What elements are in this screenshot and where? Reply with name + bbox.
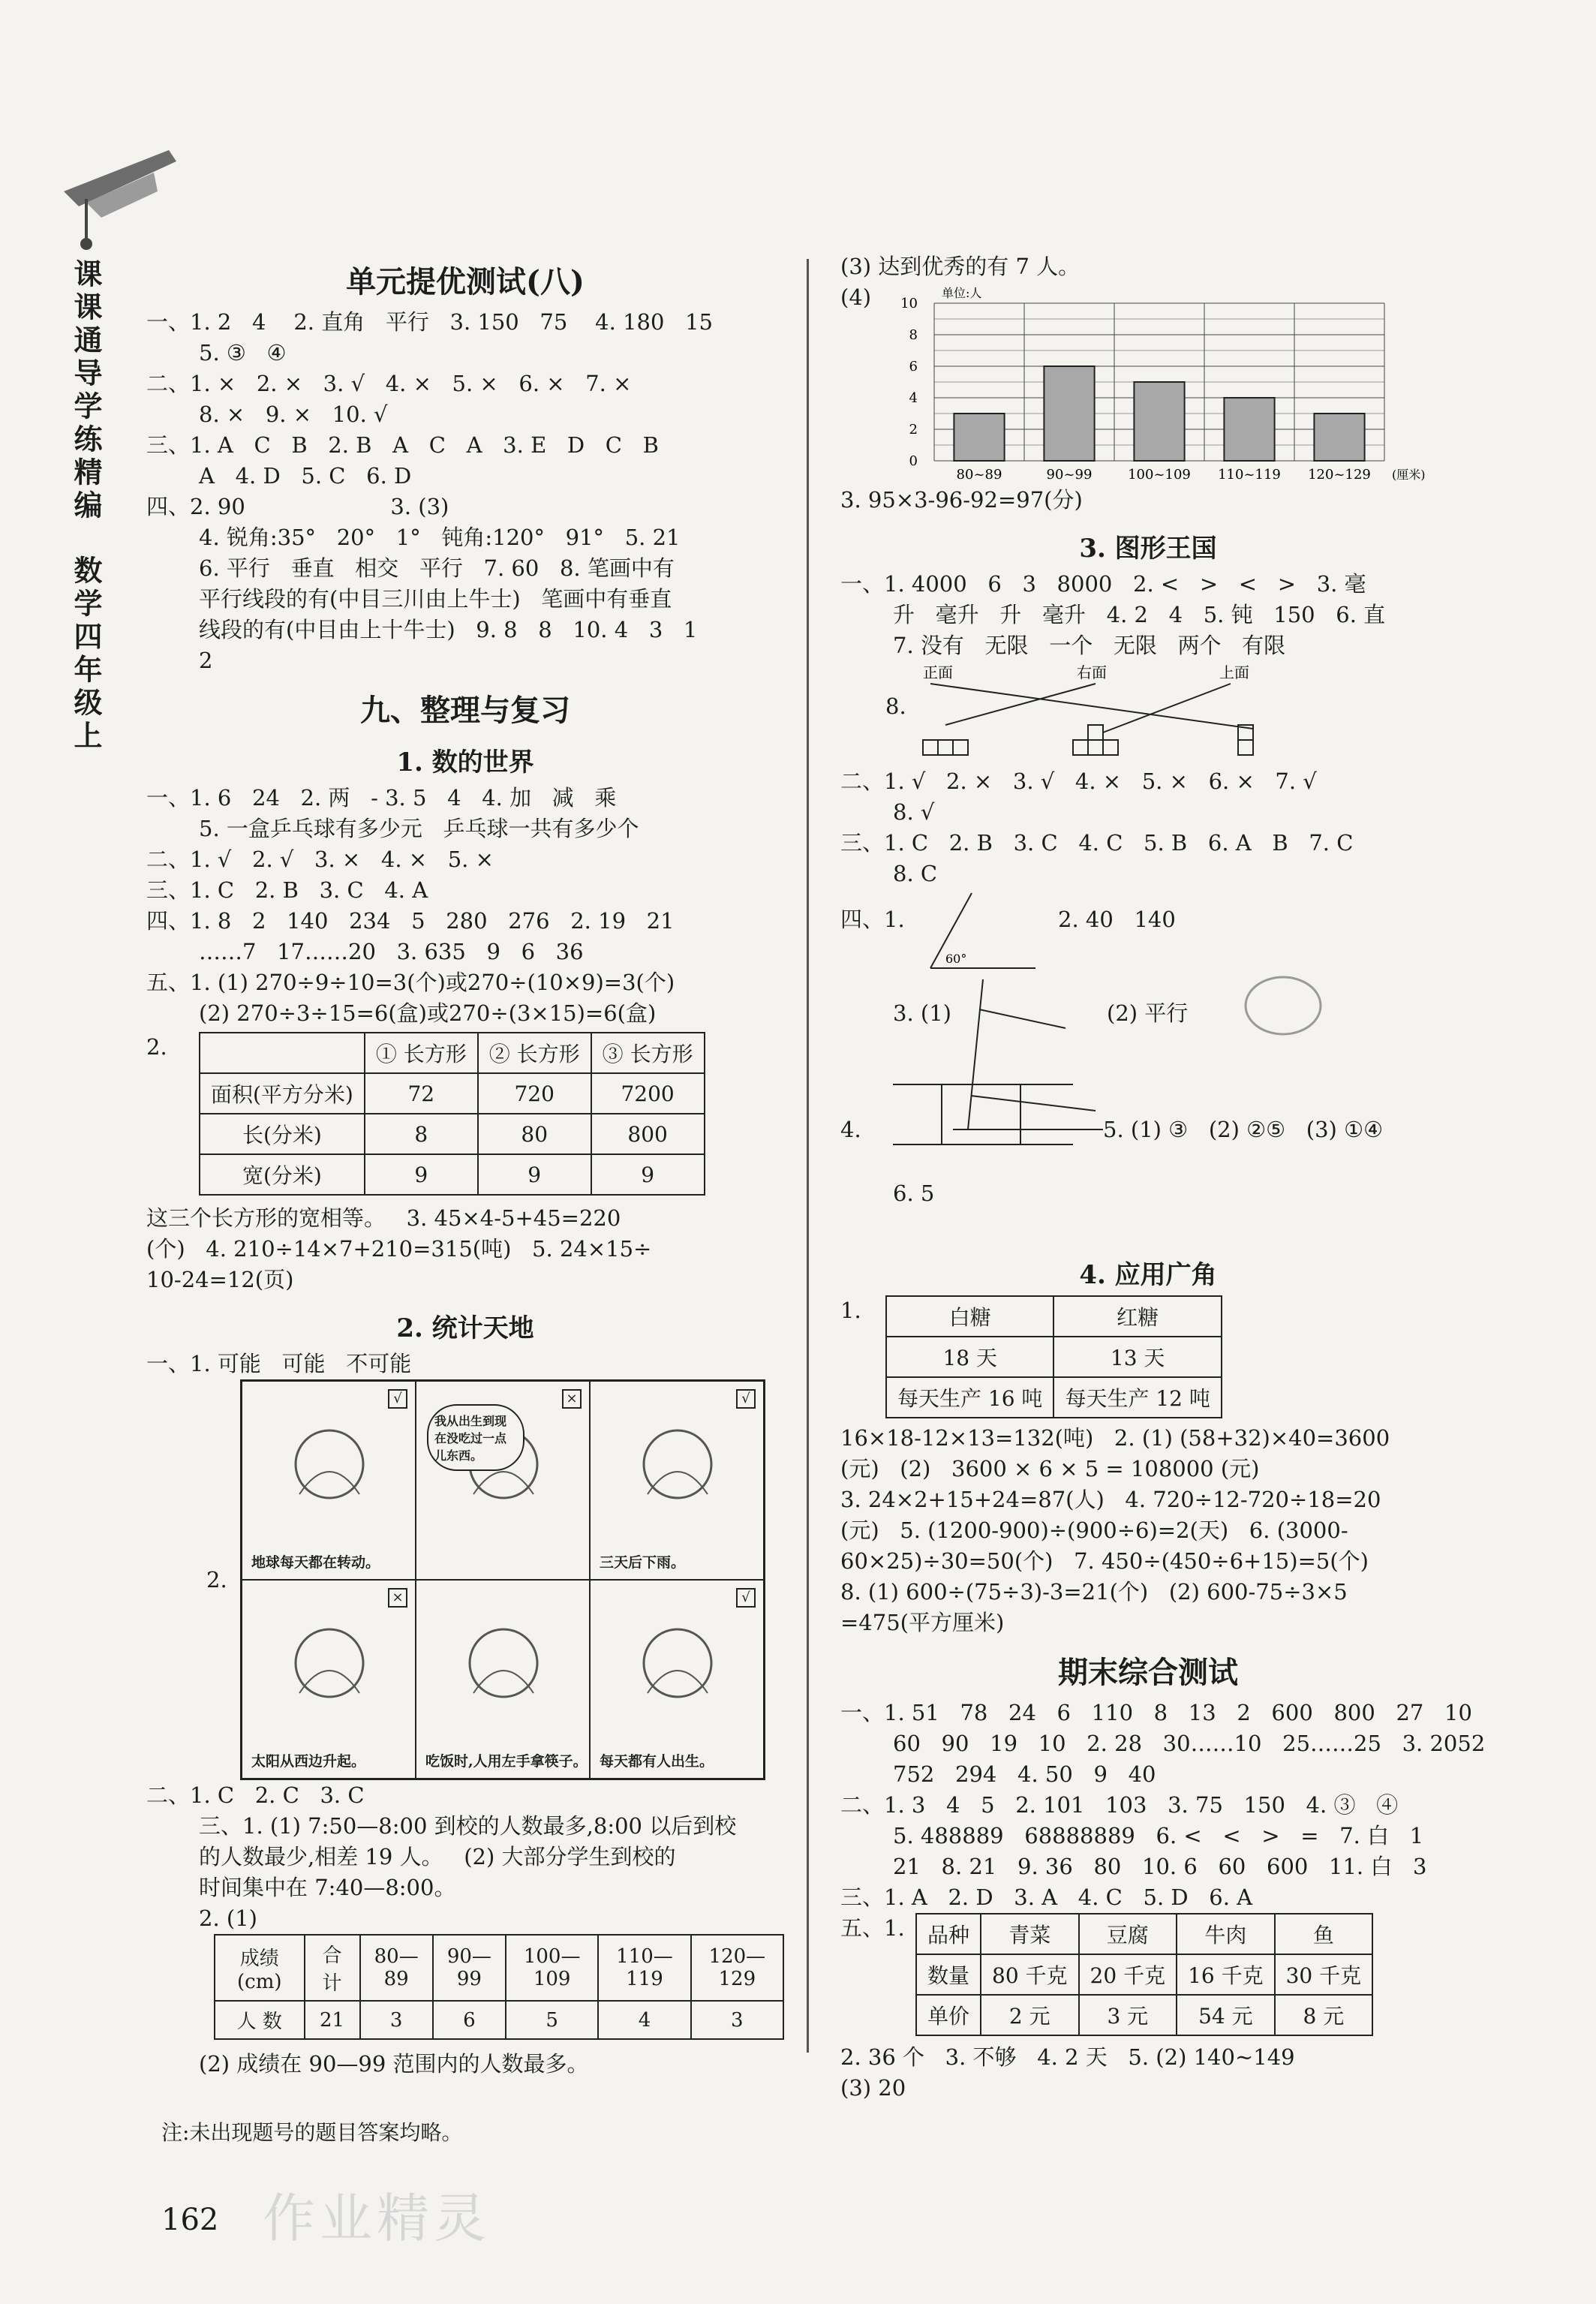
table-cell: 720 bbox=[478, 1073, 591, 1114]
geometry-4-6: 6. 5 bbox=[893, 1181, 935, 1206]
y-tick-label: 6 bbox=[909, 359, 918, 374]
applications-answers bbox=[840, 1423, 1456, 1638]
answer-line: 2. (1) bbox=[199, 1905, 257, 1931]
table-cell: 面积(平方分米) bbox=[200, 1073, 365, 1114]
table-cell: 合计 bbox=[305, 1935, 360, 2001]
y-tick-label: 2 bbox=[909, 422, 918, 438]
table-cell: 单价 bbox=[916, 1995, 981, 2035]
answer-line: 6. 平行 垂直 相交 平行 7. 60 8. 笔画中有 bbox=[199, 555, 675, 581]
answer-line: 二、1. √ 2. × 3. √ 4. × 5. × 6. × 7. √ bbox=[840, 769, 1317, 794]
table-cell: 2 元 bbox=[981, 1995, 1079, 2035]
bar bbox=[1224, 398, 1274, 461]
applications-heading: 4. 应用广角 bbox=[1079, 1260, 1217, 1290]
table-cell: 每天生产 16 吨 bbox=[886, 1377, 1053, 1418]
table-cell: 鱼 bbox=[1275, 1914, 1373, 1954]
final-test-heading: 期末综合测试 bbox=[1058, 1655, 1238, 1690]
y-tick-label: 10 bbox=[900, 296, 918, 311]
answer-line: 三、1. A 2. D 3. A 4. C 5. D 6. A bbox=[840, 1884, 1253, 1910]
table-cell: 人 数 bbox=[215, 2001, 305, 2039]
book-subject-title: 数学四年级上 bbox=[69, 555, 102, 753]
speech-bubble: 我从出生到现在没吃过一点儿东西。 bbox=[427, 1404, 524, 1471]
table-cell: 30 千克 bbox=[1275, 1954, 1373, 1995]
table-cell: 54 元 bbox=[1177, 1995, 1275, 2035]
question-number: (4) bbox=[840, 284, 872, 310]
y-tick-label: 4 bbox=[909, 390, 918, 406]
answer-line: 五、1. (1) 270÷9÷10=3(个)或270÷(10×9)=3(个) bbox=[146, 970, 675, 995]
table-cell: 长(分米) bbox=[200, 1114, 365, 1154]
answer-line: (3) 20 bbox=[840, 2075, 906, 2101]
answer-line: 三、1. C 2. B 3. C 4. A bbox=[146, 877, 428, 903]
answer-line: ……7 17……20 3. 635 9 6 36 bbox=[199, 939, 584, 964]
answer-line: 10-24=12(页) bbox=[146, 1267, 294, 1292]
x-tick-label: 100~109 bbox=[1128, 467, 1191, 483]
answer-line: 四、2. 90 3. (3) bbox=[146, 494, 449, 519]
table-cell: 80 千克 bbox=[981, 1954, 1079, 1995]
angle-label: 60° bbox=[945, 952, 967, 966]
geometry-4-3: 3. (1) bbox=[893, 1000, 951, 1026]
graduation-cap-icon bbox=[56, 146, 184, 259]
table-cell: 3 bbox=[691, 2001, 783, 2039]
answer-line: A 4. D 5. C 6. D bbox=[199, 463, 412, 489]
probability-picture bbox=[242, 1580, 416, 1779]
probability-picture bbox=[416, 1381, 590, 1580]
table-cell: 4 bbox=[598, 2001, 690, 2039]
answer-mark: √ bbox=[736, 1389, 756, 1409]
table-cell: 80 bbox=[478, 1114, 591, 1154]
question-number: 1. bbox=[840, 1298, 861, 1323]
view-label: 上面 bbox=[1219, 663, 1249, 681]
answer-line: 的人数最少,相差 19 人。 (2) 大部分学生到校的 bbox=[199, 1844, 676, 1869]
food-price-table bbox=[915, 1913, 1373, 2036]
geometry-answers bbox=[840, 569, 1456, 661]
illustration bbox=[254, 1404, 404, 1532]
table-cell: 7200 bbox=[591, 1073, 705, 1114]
answer-line: =475(平方厘米) bbox=[840, 1610, 1005, 1635]
geometry-4-5: 5. (1) ③ (2) ②⑤ (3) ①④ bbox=[1103, 1117, 1384, 1142]
statistics-answer-1: 一、1. 可能 可能 不可能 bbox=[146, 1351, 412, 1376]
table-cell: 110—119 bbox=[598, 1935, 690, 2001]
picture-caption: 吃饭时,人用左手拿筷子。 bbox=[425, 1753, 588, 1770]
table-cell: ① 长方形 bbox=[365, 1033, 478, 1073]
answer-line: 60×25)÷30=50(个) 7. 450÷(450÷6+15)=5(个) bbox=[840, 1548, 1369, 1574]
answer-line: 8. × 9. × 10. √ bbox=[199, 402, 388, 427]
answer-line: 时间集中在 7:40—8:00。 bbox=[199, 1875, 456, 1900]
picture-caption: 三天后下雨。 bbox=[600, 1554, 686, 1571]
answer-line: 一、1. 6 24 2. 两 - 3. 5 4 4. 加 减 乘 bbox=[146, 785, 617, 811]
answer-line: 三、1. C 2. B 3. C 4. C 5. B 6. A B 7. C bbox=[840, 830, 1354, 856]
answer-line: (个) 4. 210÷14×7+210=315(吨) 5. 24×15÷ bbox=[146, 1236, 652, 1262]
number-world-heading: 1. 数的世界 bbox=[396, 747, 534, 778]
probability-picture bbox=[242, 1381, 416, 1580]
picture-caption: 地球每天都在转动。 bbox=[251, 1554, 380, 1571]
table-cell: 16 千克 bbox=[1177, 1954, 1275, 1995]
view-matching-diagram bbox=[915, 661, 1456, 766]
height-bar-chart bbox=[885, 282, 1456, 485]
answer-line: 二、1. × 2. × 3. √ 4. × 5. × 6. × 7. × bbox=[146, 371, 632, 396]
answer-line: 三、1. A C B 2. B A C A 3. E D C B bbox=[146, 432, 659, 458]
sugar-table bbox=[885, 1295, 1222, 1418]
answer-line: 3. 24×2+15+24=87(人) 4. 720÷12-720÷18=20 bbox=[840, 1487, 1381, 1512]
probability-picture bbox=[590, 1580, 764, 1779]
table-cell: 5 bbox=[506, 2001, 598, 2039]
statistics-answers-b bbox=[146, 1780, 784, 1934]
table-cell: 72 bbox=[365, 1073, 478, 1114]
table-cell: 20 千克 bbox=[1079, 1954, 1177, 1995]
x-tick-label: 90~99 bbox=[1046, 467, 1093, 483]
answer-mark: × bbox=[562, 1389, 582, 1409]
table-cell: 21 bbox=[305, 2001, 360, 2039]
table-cell: ② 长方形 bbox=[478, 1033, 591, 1073]
watermark: 作业精灵 bbox=[263, 2188, 491, 2249]
rectangle-table bbox=[199, 1032, 705, 1196]
unit-label: 单位:人 bbox=[942, 286, 982, 300]
table-cell bbox=[200, 1033, 365, 1073]
table-cell: 宽(分米) bbox=[200, 1154, 365, 1195]
illustration bbox=[603, 1404, 753, 1532]
answer-mark: × bbox=[388, 1588, 407, 1608]
table-cell: 数量 bbox=[916, 1954, 981, 1995]
probability-picture bbox=[416, 1580, 590, 1779]
left-column: 单元提优测试(八) 一、1. 2 4 2. 直角 平行 3. 150 75 4. 180 15 5. ③ ④ 二、1. × 2. × 3. √ 4. × 5. × 6. × 7. × 8. × 9. × 10. √ 三、1. A C B 2. B A C A 3. E D C B A 4. D 5. C 6. D 四、2. 90 3. (3) 4. 锐角:35° 20° 1° 钝角:120° 91° 5. 21 6. 平行 垂直 相交 平行 7. 60 8. 笔画中有 平行线段的有(中目三川由上牛士) 笔画中有垂直 线段的有(中目由上十牛士) 9. 8 8 10. 4 3 1 2 九、整理与复习 1. 数的世界 一、1. 6 24 2. 两 - 3. 5 4 4. 加 减 乘 5. 一盒乒乓球有多少元 乒乓球一共有多少个 二、1. √ 2. √ 3. × 4. × 5. × 三、1. C 2. B 3. C 4. A 四、1. 8 2 140 234 5 280 276 2. 19 21 ……7 17……20 3. 635 9 6 36 五、1. (1) 270÷9÷10=3(个)或270÷(10×9)=3(个) (2) 270÷3÷15=6(盒)或270÷(3×15)=6(盒) 2. ① 长方形 ② 长方形 ③ 长方形 面积(平方分米) 72 720 7200 长(分米) 8 80 800 宽(分米) 9 9 9 这三个长方形的宽相等。 3. 45×4-5+45=220 (个) 4. 210÷14×7+210=315(吨) 5. 24×15÷ 10-24=12(页) 2. 统计天地 一、1. 可能 可能 不可能 2. √ 地球每天都在转动。 × 我从出生到现在没吃过一点儿东西。 √ 三天后下雨。 × 太阳从西边升起。 吃饭时,人用左手拿筷子。 √ 每天都有人出生。 二、1. C 2. C 3. C 三、1. (1) 7:50—8:00 到校的人数最多,8:00 以后到校 的人数最少,相差 19 人。 (2) 大部分学生到校的 时间集中在 7:40—8:00。 2. (1) 成绩(cm) 合计 80—89 90—99 100—109 110—119 120—129 人 数 21 3 6 5 4 3 (2) 成绩在 90—99 范围内的人数最多。 bbox=[146, 248, 784, 2080]
statistics-answer-c: (2) 成绩在 90—99 范围内的人数最多。 bbox=[199, 2051, 589, 2077]
answer-line: 一、1. 2 4 2. 直角 平行 3. 150 75 4. 180 15 bbox=[146, 309, 713, 335]
geometry-4-1: 四、1. bbox=[840, 907, 905, 932]
table-cell: 100—109 bbox=[506, 1935, 598, 2001]
question-number: 五、1. bbox=[840, 1915, 905, 1941]
table-cell: 80—89 bbox=[360, 1935, 433, 2001]
statistics-heading: 2. 统计天地 bbox=[396, 1313, 534, 1343]
answer-line: 752 294 4. 50 9 40 bbox=[893, 1761, 1156, 1787]
geometry-4-3b: (2) 平行 bbox=[1107, 1000, 1189, 1026]
average-score-answer: 3. 95×3-96-92=97(分) bbox=[840, 487, 1083, 513]
table-cell: 每天生产 12 吨 bbox=[1053, 1377, 1221, 1418]
page-number: 162 bbox=[161, 2203, 219, 2237]
x-unit-label: (厘米) bbox=[1392, 468, 1426, 482]
book-series-title: 课课通导学练精编 bbox=[69, 259, 102, 523]
illustration bbox=[254, 1603, 404, 1731]
answer-line: 线段的有(中目由上十牛士) 9. 8 8 10. 4 3 1 bbox=[199, 617, 698, 642]
x-tick-label: 120~129 bbox=[1308, 467, 1371, 483]
answer-line: 21 8. 21 9. 36 80 10. 6 60 600 11. 白 3 bbox=[893, 1854, 1427, 1879]
answer-line: 二、1. C 2. C 3. C bbox=[146, 1782, 365, 1808]
table-cell: 9 bbox=[591, 1154, 705, 1195]
answer-line: 平行线段的有(中目三川由上牛士) 笔画中有垂直 bbox=[199, 586, 672, 612]
bar bbox=[1134, 382, 1184, 461]
table-cell: 3 bbox=[360, 2001, 433, 2039]
answer-line: 4. 锐角:35° 20° 1° 钝角:120° 91° 5. 21 bbox=[199, 525, 681, 550]
table-cell: 品种 bbox=[916, 1914, 981, 1954]
right-column bbox=[840, 251, 1486, 2104]
picture-caption: 太阳从西边升起。 bbox=[251, 1753, 366, 1770]
footer-note: 注:未出现题号的题目答案均略。 bbox=[161, 2120, 463, 2145]
illustration bbox=[603, 1603, 753, 1731]
table-cell: 白糖 bbox=[886, 1296, 1053, 1337]
answer-line: 2 bbox=[199, 648, 213, 673]
answer-line: 二、1. 3 4 5 2. 101 103 3. 75 150 4. ③ ④ bbox=[840, 1792, 1399, 1818]
answer-line: (元) 5. (1200-900)÷(900÷6)=2(天) 6. (3000- bbox=[840, 1517, 1348, 1543]
table-cell: 18 天 bbox=[886, 1337, 1053, 1377]
table-cell: 3 元 bbox=[1079, 1995, 1177, 2035]
bar bbox=[1044, 366, 1094, 461]
answer-line: 三、1. (1) 7:50—8:00 到校的人数最多,8:00 以后到校 bbox=[199, 1813, 737, 1839]
column-divider bbox=[807, 259, 809, 2053]
answer-line: (元) (2) 3600 × 6 × 5 = 108000 (元) bbox=[840, 1456, 1260, 1481]
geometry-4-2: 2. 40 140 bbox=[1058, 907, 1176, 932]
table-cell: 120—129 bbox=[691, 1935, 783, 2001]
bar bbox=[954, 414, 1004, 461]
table-cell: ③ 长方形 bbox=[591, 1033, 705, 1073]
x-tick-label: 110~119 bbox=[1218, 467, 1281, 483]
review-heading: 九、整理与复习 bbox=[360, 693, 570, 728]
answer-mark: √ bbox=[736, 1588, 756, 1608]
table-cell: 成绩(cm) bbox=[215, 1935, 305, 2001]
number-world-answers bbox=[146, 783, 784, 1029]
score-table bbox=[214, 1934, 784, 2040]
geometry-answers-b bbox=[840, 766, 1456, 889]
table-cell: 牛肉 bbox=[1177, 1914, 1275, 1954]
probability-picture bbox=[590, 1381, 764, 1580]
excellent-count: (3) 达到优秀的有 7 人。 bbox=[840, 254, 1081, 279]
question-number: 2. bbox=[146, 1034, 167, 1060]
view-label: 正面 bbox=[923, 663, 953, 681]
homework-stamp-icon bbox=[1238, 972, 1328, 1039]
geometry-heading: 3. 图形王国 bbox=[1079, 534, 1217, 564]
answer-line: (2) 270÷3÷15=6(盒)或270÷(3×15)=6(盒) bbox=[199, 1000, 657, 1026]
bar bbox=[1314, 414, 1364, 461]
answer-line: 16×18-12×13=132(吨) 2. (1) (58+32)×40=3600 bbox=[840, 1425, 1390, 1451]
angle-diagram bbox=[923, 889, 1043, 979]
number-world-answers-b bbox=[146, 1203, 784, 1295]
view-label: 右面 bbox=[1077, 663, 1107, 681]
answer-line: 一、1. 4000 6 3 8000 2. < > < > 3. 毫 bbox=[840, 571, 1366, 597]
answer-line: 5. ③ ④ bbox=[199, 340, 287, 365]
table-cell: 13 天 bbox=[1053, 1337, 1221, 1377]
answer-line: 四、1. 8 2 140 234 5 280 276 2. 19 21 bbox=[146, 908, 675, 934]
table-cell: 8 bbox=[365, 1114, 478, 1154]
question-number: 8. bbox=[885, 693, 906, 719]
probability-picture-grid bbox=[240, 1379, 765, 1780]
answer-line: 这三个长方形的宽相等。 3. 45×4-5+45=220 bbox=[146, 1205, 621, 1231]
table-cell: 6 bbox=[433, 2001, 506, 2039]
table-cell: 8 元 bbox=[1275, 1995, 1373, 2035]
answer-line: 二、1. √ 2. √ 3. × 4. × 5. × bbox=[146, 847, 494, 872]
table-cell: 800 bbox=[591, 1114, 705, 1154]
unit-test-8-heading: 单元提优测试(八) bbox=[346, 264, 585, 299]
final-test-answers bbox=[840, 1698, 1486, 1913]
answer-line: 8. √ bbox=[893, 799, 935, 825]
y-tick-label: 0 bbox=[909, 453, 918, 469]
table-cell: 9 bbox=[478, 1154, 591, 1195]
answer-line: 8. C bbox=[893, 861, 938, 886]
answer-line: 2. 36 个 3. 不够 4. 2 天 5. (2) 140~149 bbox=[840, 2044, 1295, 2070]
answer-mark: √ bbox=[388, 1389, 407, 1409]
picture-caption: 每天都有人出生。 bbox=[600, 1753, 714, 1770]
table-cell: 9 bbox=[365, 1154, 478, 1195]
answer-line: 60 90 19 10 2. 28 30……10 25……25 3. 2052 bbox=[893, 1731, 1486, 1756]
perpendicular-diagram bbox=[885, 1062, 1081, 1152]
answer-line: 5. 一盒乒乓球有多少元 乒乓球一共有多少个 bbox=[199, 816, 639, 841]
x-tick-label: 80~89 bbox=[956, 467, 1002, 483]
final-test-answers-b bbox=[840, 2042, 1456, 2104]
answer-line: 8. (1) 600÷(75÷3)-3=21(个) (2) 600-75÷3×5 bbox=[840, 1579, 1348, 1605]
unit-test-8-answers bbox=[146, 307, 784, 676]
y-tick-label: 8 bbox=[909, 327, 918, 343]
answer-line: 一、1. 51 78 24 6 110 8 13 2 600 800 27 10 bbox=[840, 1700, 1472, 1725]
table-cell: 青菜 bbox=[981, 1914, 1079, 1954]
table-cell: 红糖 bbox=[1053, 1296, 1221, 1337]
answer-line: 升 毫升 升 毫升 4. 2 4 5. 钝 150 6. 直 bbox=[893, 602, 1386, 627]
table-cell: 90—99 bbox=[433, 1935, 506, 2001]
illustration bbox=[428, 1603, 579, 1731]
geometry-4-4: 4. bbox=[840, 1117, 861, 1142]
table-cell: 豆腐 bbox=[1079, 1914, 1177, 1954]
answer-line: 7. 没有 无限 一个 无限 两个 有限 bbox=[893, 633, 1286, 658]
answer-line: 5. 488889 68888889 6. < < > = 7. 白 1 bbox=[893, 1823, 1424, 1848]
